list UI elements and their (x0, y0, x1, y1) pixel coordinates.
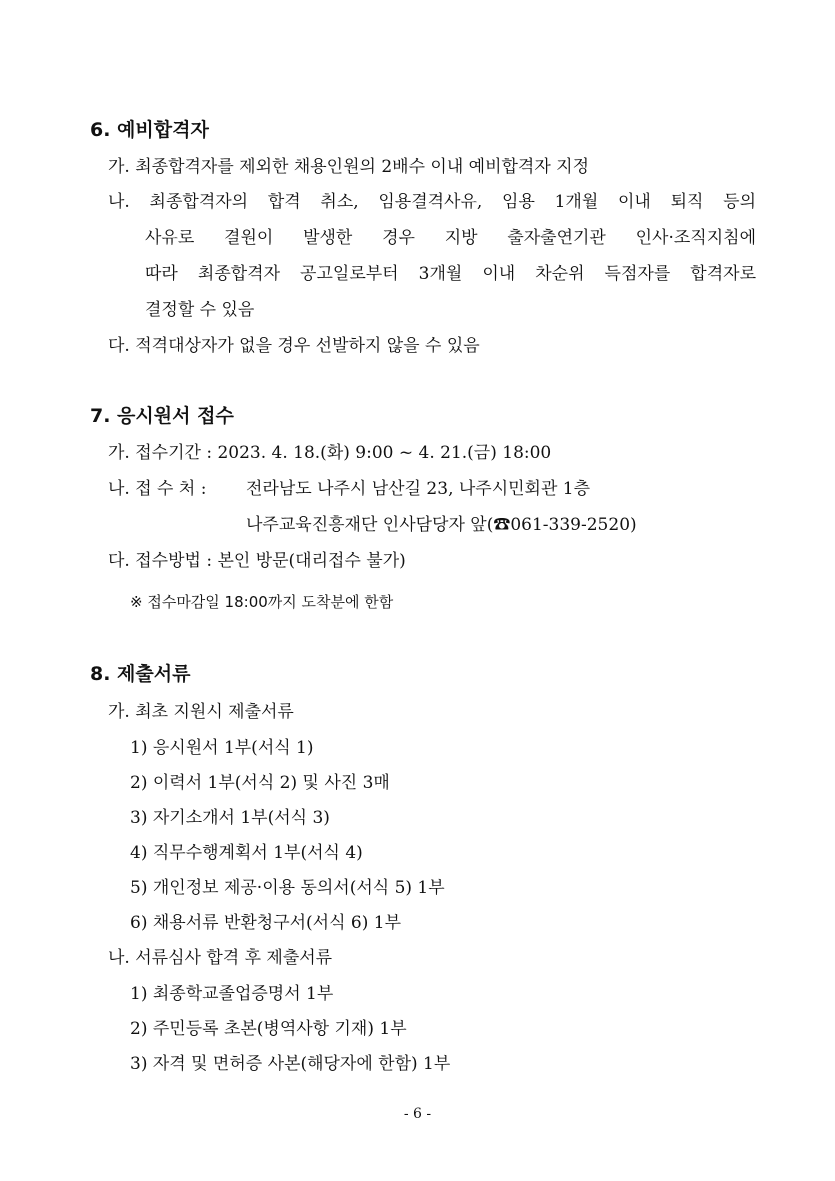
s7-place-line2 (246, 513, 637, 537)
section-8-title: 8. 제출서류 (90, 663, 191, 685)
s8-sub-a: 가. 최초 지원시 제출서류 (108, 702, 294, 722)
phone-icon: ☎ (493, 515, 511, 535)
s6-item-na-line1: 나. 최종합격자의 합격 취소, 임용결격사유, 임용 1개월 이내 퇴직 등의 (108, 192, 756, 212)
s8-sub-a-item-4: 4) 직무수행계획서 1부(서식 4) (130, 843, 363, 863)
s8-sub-a-item-1: 1) 응시원서 1부(서식 1) (130, 738, 314, 758)
s8-sub-a-item-6: 6) 채용서류 반환청구서(서식 6) 1부 (130, 913, 402, 933)
s8-sub-b-item-2: 2) 주민등록 초본(병역사항 기재) 1부 (130, 1019, 407, 1039)
s7-period: 가. 접수기간 : 2023. 4. 18.(화) 9:00 ~ 4. 21.(금) 18:00 (108, 443, 552, 463)
s7-place-line2-prefix: 나주교육진흥재단 인사담당자 앞( (246, 515, 494, 535)
s8-sub-b: 나. 서류심사 합격 후 제출서류 (108, 948, 333, 968)
section-6-title: 6. 예비합격자 (90, 119, 209, 141)
s8-sub-b-item-1: 1) 최종학교졸업증명서 1부 (130, 984, 334, 1004)
s7-place-line1: 전라남도 나주시 남산길 23, 나주시민회관 1층 (246, 479, 591, 499)
s7-note: ※ 접수마감일 18:00까지 도착분에 한함 (130, 593, 394, 611)
page-number: - 6 - (403, 1106, 432, 1122)
s6-item-na-line4: 결정할 수 있음 (145, 300, 255, 320)
s8-sub-a-item-5: 5) 개인정보 제공·이용 동의서(서식 5) 1부 (130, 878, 445, 898)
s8-sub-a-item-2: 2) 이력서 1부(서식 2) 및 사진 3매 (130, 773, 390, 793)
s6-item-ga: 가. 최종합격자를 제외한 채용인원의 2배수 이내 예비합격자 지정 (108, 157, 590, 177)
s8-sub-b-item-3: 3) 자격 및 면허증 사본(해당자에 한함) 1부 (130, 1054, 451, 1074)
s7-place-label: 나. 접 수 처 : (108, 479, 207, 499)
s8-sub-a-item-3: 3) 자기소개서 1부(서식 3) (130, 808, 330, 828)
s6-item-na-line3: 따라 최종합격자 공고일로부터 3개월 이내 차순위 득점자를 합격자로 (145, 264, 756, 284)
section-7-title: 7. 응시원서 접수 (90, 405, 234, 427)
s7-place-phone: 061-339-2520) (510, 515, 637, 535)
s7-method: 다. 접수방법 : 본인 방문(대리접수 불가) (108, 551, 406, 571)
s6-item-da: 다. 적격대상자가 없을 경우 선발하지 않을 수 있음 (108, 336, 480, 356)
s6-item-na-line2: 사유로 결원이 발생한 경우 지방 출자출연기관 인사·조직지침에 (145, 228, 756, 248)
